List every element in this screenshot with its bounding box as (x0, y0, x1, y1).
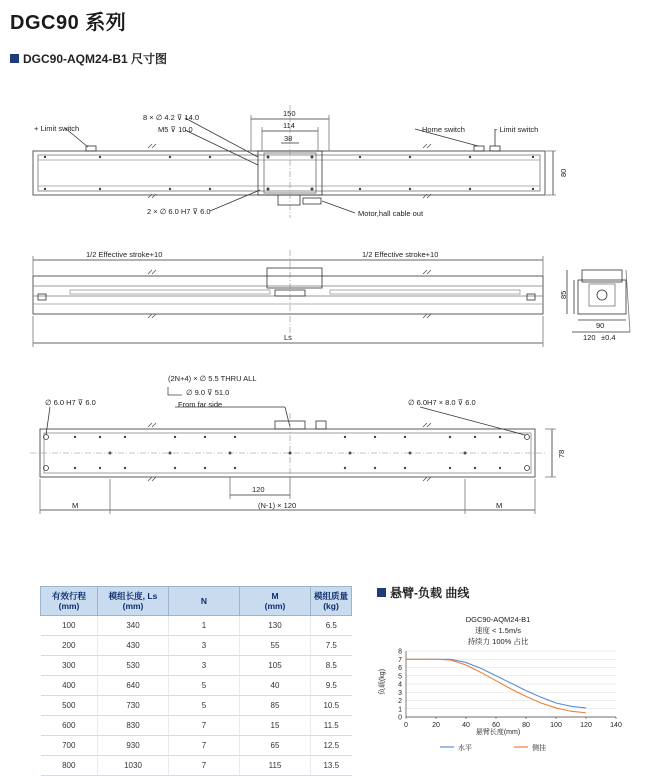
bullet-square-icon (377, 588, 386, 597)
side-120-label: 120 (583, 333, 596, 342)
table-cell: 10.5 (311, 696, 352, 716)
x-tick-label: 40 (462, 722, 470, 729)
table-cell: 3 (169, 656, 240, 676)
col-n: N (169, 587, 240, 616)
thru-spec-label: (2N+4) × ∅ 5.5 THRU ALL (168, 374, 257, 383)
table-cell: 640 (98, 676, 169, 696)
table-cell: 55 (240, 636, 311, 656)
col-m: M (mm) (240, 587, 311, 616)
pitch-label: (N-1) × 120 (258, 501, 297, 510)
table-cell: 6.5 (311, 616, 352, 636)
m-right-label: M (496, 501, 503, 510)
y-tick-label: 6 (398, 665, 402, 672)
stroke-right-label: 1/2 Effective stroke+10 (362, 250, 439, 259)
right-pin-label: ∅ 6.0H7 × 8.0 ⊽ 6.0 (408, 398, 476, 407)
chart-duty: 持续力 100% 占比 (467, 637, 529, 646)
table-cell: 600 (41, 716, 98, 736)
far-side-label: From far side (178, 400, 223, 409)
y-tick-label: 7 (398, 656, 402, 664)
table-row (41, 696, 352, 716)
col-stroke: 有效行程 (mm) (41, 587, 98, 616)
dim-114: 114 (283, 121, 295, 130)
table-cell: 7.5 (311, 636, 352, 656)
table-cell: 7 (169, 756, 240, 776)
table-cell: 100 (41, 616, 98, 636)
y-tick-label: 4 (398, 681, 402, 689)
height-80-label: 80 (559, 168, 568, 177)
m-left-label: M (72, 501, 79, 510)
table-cell: 7 (169, 736, 240, 756)
table-cell: 11.5 (311, 716, 352, 736)
table-cell: 700 (41, 736, 98, 756)
module-body-side (33, 276, 543, 314)
table-row (41, 616, 352, 636)
curve-section-title-text: 悬臂-负载 曲线 (390, 586, 470, 600)
table-cell: 3 (169, 636, 240, 656)
chart-speed: 速度 < 1.5m/s (474, 626, 522, 635)
table-cell: 200 (41, 636, 98, 656)
table-cell: 15 (240, 716, 311, 736)
y-tick-label: 3 (398, 689, 402, 697)
page-title: DGC90 系列 (10, 12, 127, 34)
pin-spec-label: 2 × ∅ 6.0 H7 ⊽ 6.0 (147, 207, 211, 216)
table-cell: 500 (41, 696, 98, 716)
table-row (41, 636, 352, 656)
dim-150: 150 (283, 109, 296, 118)
load-curve-chart (370, 610, 657, 760)
x-tick-label: 20 (432, 722, 440, 729)
limit-switch-minus-label: - Limit switch (495, 125, 539, 134)
hole-spec-label: 8 × ∅ 4.2 ⊽ 14.0 (143, 113, 200, 122)
table-cell: 5 (169, 676, 240, 696)
ls-label: Ls (284, 333, 292, 342)
table-cell: 65 (240, 736, 311, 756)
x-tick-label: 80 (522, 722, 530, 729)
table-row (41, 716, 352, 736)
table-cell: 830 (98, 716, 169, 736)
curve-section-title (377, 584, 469, 601)
table-cell: 800 (41, 756, 98, 776)
y-tick-label: 8 (398, 648, 402, 656)
side-view-drawing (0, 240, 657, 350)
table-cell: 1030 (98, 756, 169, 776)
side-85-label: 85 (559, 290, 568, 299)
height-78-label: 78 (557, 449, 566, 458)
x-tick-label: 0 (404, 722, 408, 729)
col-weight: 模组质量 (kg) (311, 587, 352, 616)
table-row (41, 676, 352, 696)
y-tick-label: 2 (398, 698, 402, 705)
table-cell: 530 (98, 656, 169, 676)
table-cell: 5 (169, 696, 240, 716)
table-cell: 8.5 (311, 656, 352, 676)
cbore-spec-label: ∅ 9.0 ⊽ 51.0 (186, 388, 230, 397)
chart-ylabel: 负载(kg) (379, 668, 386, 696)
table-cell: 930 (98, 736, 169, 756)
m5-spec-label: M5 ⊽ 10.0 (158, 125, 193, 134)
x-tick-label: 140 (610, 722, 622, 729)
table-cell: 105 (240, 656, 311, 676)
table-cell: 7 (169, 716, 240, 736)
table-cell: 300 (41, 656, 98, 676)
table-cell: 1 (169, 616, 240, 636)
limit-switch-plus-label: + Limit switch (34, 124, 80, 133)
table-cell: 12.5 (311, 736, 352, 756)
legend-horizontal: 水平 (458, 745, 472, 752)
motor-cable-label: Motor,hall cable out (358, 209, 424, 218)
table-cell: 730 (98, 696, 169, 716)
table-cell: 115 (240, 756, 311, 776)
side-tol-label: ±0.4 (601, 333, 616, 342)
y-tick-label: 5 (398, 673, 402, 681)
home-switch-label: Home switch (422, 125, 465, 134)
bottom-view-drawing (0, 365, 657, 520)
table-cell: 400 (41, 676, 98, 696)
left-pin-label: ∅ 6.0 H7 ⊽ 6.0 (45, 398, 96, 407)
top-view-drawing (0, 0, 657, 230)
dim-38: 38 (284, 134, 293, 143)
table-row (41, 756, 352, 776)
drawing-subtitle-text: DGC90-AQM24-B1 尺寸图 (23, 52, 168, 66)
table-cell: 340 (98, 616, 169, 636)
legend-side: 侧挂 (532, 745, 546, 752)
x-tick-label: 120 (580, 722, 592, 729)
table-cell: 13.5 (311, 756, 352, 776)
side-90-label: 90 (596, 321, 605, 330)
table-cell: 40 (240, 676, 311, 696)
chart-xlabel: 悬臂长度(mm) (475, 729, 521, 736)
dim-120-label: 120 (252, 485, 265, 494)
table-cell: 430 (98, 636, 169, 656)
table-cell: 9.5 (311, 676, 352, 696)
x-tick-label: 60 (492, 722, 500, 729)
y-tick-label: 1 (398, 706, 402, 714)
chart-model: DGC90-AQM24-B1 (465, 615, 531, 624)
table-row (41, 656, 352, 676)
table-cell: 85 (240, 696, 311, 716)
col-length: 模组长度, Ls (mm) (98, 587, 169, 616)
end-view (578, 280, 626, 314)
table-row (41, 736, 352, 756)
y-tick-label: 0 (398, 714, 402, 722)
stroke-left-label: 1/2 Effective stroke+10 (86, 250, 163, 259)
table-cell: 130 (240, 616, 311, 636)
spec-table (40, 586, 352, 776)
table-header-row (41, 587, 352, 616)
module-body-top (33, 151, 545, 195)
x-tick-label: 100 (550, 722, 562, 729)
